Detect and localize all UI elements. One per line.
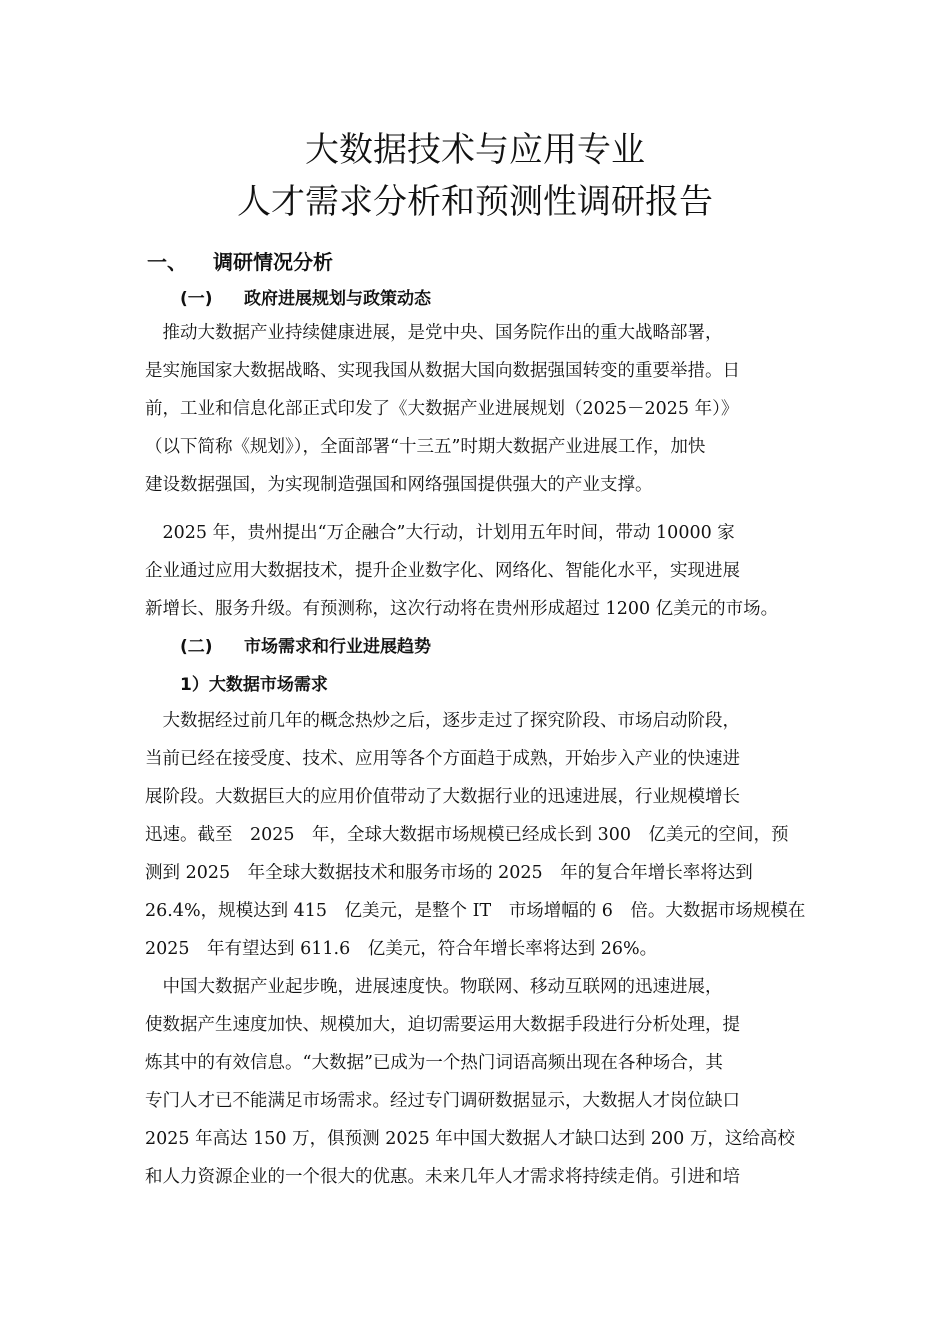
section1-number: 一、 — [147, 250, 187, 274]
paragraph-line: 2025 年，贵州提出“万企融合”大行动，计划用五年时间，带动 10000 家 — [145, 523, 735, 543]
doc-title-line2: 人才需求分析和预测性调研报告 — [237, 182, 713, 222]
section1-title: 调研情况分析 — [213, 250, 333, 274]
paragraph-line: （以下简称《规划》），全面部署“十三五”时期大数据产业进展工作，加快 — [145, 437, 706, 457]
paragraph-line: 当前已经在接受度、技术、应用等各个方面趋于成熟，开始步入产业的快速进 — [145, 749, 740, 769]
subsection1-title: 政府进展规划与政策动态 — [244, 289, 431, 309]
paragraph-line: 是实施国家大数据战略、实现我国从数据大国向数据强国转变的重要举措。日 — [145, 361, 740, 381]
paragraph-line: 迅速。截至 2025 年，全球大数据市场规模已经成长到 300 亿美元的空间，预 — [145, 825, 789, 845]
paragraph-line: 展阶段。大数据巨大的应用价值带动了大数据行业的迅速进展，行业规模增长 — [145, 787, 740, 807]
paragraph-line: 建设数据强国，为实现制造强国和网络强国提供强大的产业支撑。 — [145, 475, 653, 495]
paragraph-line: 前，工业和信息化部正式印发了《大数据产业进展规划（2025－2025 年）》 — [145, 399, 739, 419]
paragraph-market-demand — [145, 702, 815, 968]
paragraph-line: 炼其中的有效信息。“大数据”已成为一个热门词语高频出现在各种场合，其 — [145, 1053, 723, 1073]
paragraph-line: 测到 2025 年全球大数据技术和服务市场的 2025 年的复合年增长率将达到 — [145, 863, 753, 883]
paragraph-line: 专门人才已不能满足市场需求。经过专门调研数据显示，大数据人才岗位缺口 — [145, 1091, 740, 1111]
paragraph-line: 推动大数据产业持续健康进展，是党中央、国务院作出的重大战略部署， — [145, 323, 723, 343]
subsection1-number: (一) — [180, 289, 213, 309]
paragraph-policy — [145, 314, 815, 504]
paragraph-line: 新增长、服务升级。有预测称，这次行动将在贵州形成超过 1200 亿美元的市场。 — [145, 599, 779, 619]
section1-heading — [147, 248, 333, 276]
subsection2-1-heading: 1）大数据市场需求 — [180, 675, 328, 695]
paragraph-line: 和人力资源企业的一个很大的优惠。未来几年人才需求将持续走俏。引进和培 — [145, 1167, 740, 1187]
doc-title-line1: 大数据技术与应用专业 — [305, 130, 645, 170]
paragraph-line: 中国大数据产业起步晚，进展速度快。物联网、移动互联网的迅速进展， — [145, 977, 723, 997]
subsection2-heading — [180, 634, 431, 660]
paragraph-china-talent — [145, 968, 815, 1196]
subsection2-number: (二) — [180, 637, 213, 657]
paragraph-line: 2025 年高达 150 万，俱预测 2025 年中国大数据人才缺口达到 200 万，这给高校 — [145, 1129, 795, 1149]
subsection1-heading — [180, 286, 431, 312]
subsection2-title: 市场需求和行业进展趋势 — [244, 637, 431, 657]
paragraph-line: 26.4%，规模达到 415 亿美元，是整个 IT 市场增幅的 6 倍。大数据市场规模在 — [145, 901, 806, 921]
paragraph-line: 企业通过应用大数据技术，提升企业数字化、网络化、智能化水平，实现进展 — [145, 561, 740, 581]
paragraph-line: 使数据产生速度加快、规模加大，迫切需要运用大数据手段进行分析处理，提 — [145, 1015, 740, 1035]
paragraph-line: 大数据经过前几年的概念热炒之后，逐步走过了探究阶段、市场启动阶段， — [145, 711, 740, 731]
paragraph-guizhou — [145, 514, 815, 628]
paragraph-line: 2025 年有望达到 611.6 亿美元，符合年增长率将达到 26%。 — [145, 939, 658, 959]
